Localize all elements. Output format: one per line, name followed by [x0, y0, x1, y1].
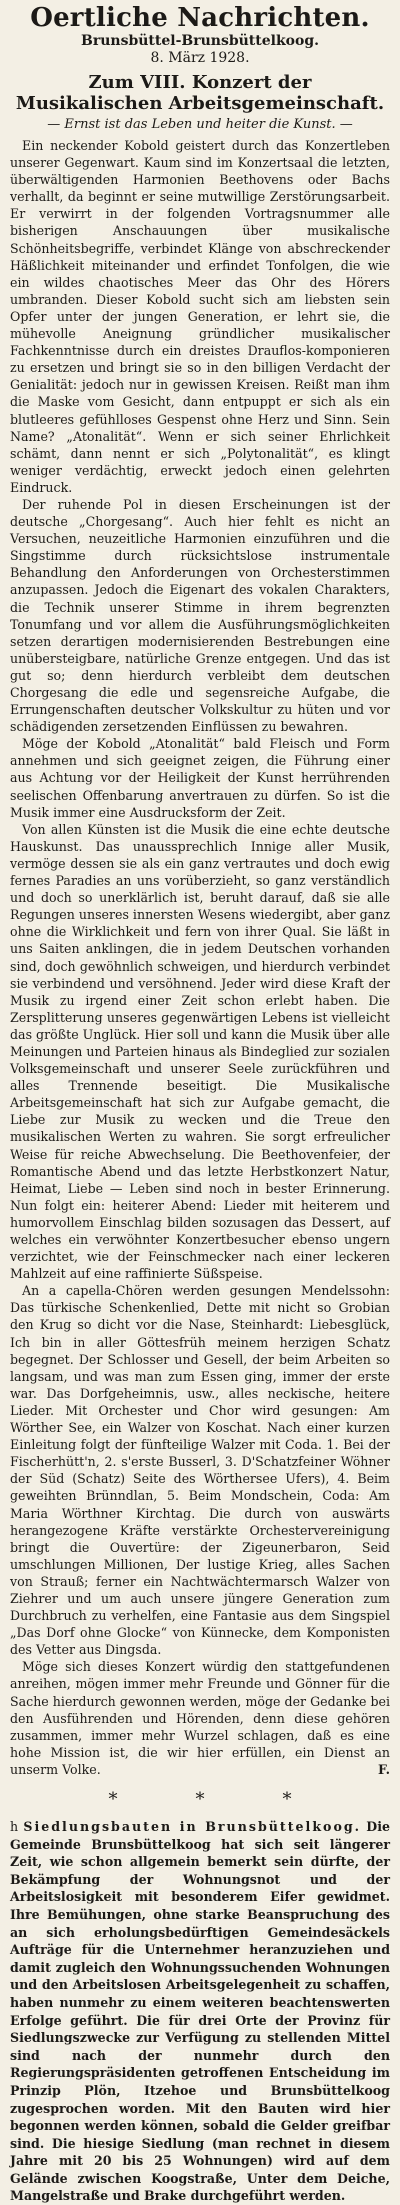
article-paragraph: Von allen Künsten ist die Musik die eine echte deutsche Hauskunst. Das unaussprechlich Innige aller Musik, vermöge dessen sie als ein ganz vertrautes und doch ewig fernes Paradies an uns vorüberzieht, so ganz verständlich und doch so unerklärlich ist, beruht darauf, daß sie alle Regungen unseres innersten Wesens wiedergibt, aber ganz ohne die Wirklichkeit und fern von ihrer Qual. Sie läßt in uns Saiten anklingen, die in jedem Deutschen vorhanden sind, doch gewöhnlich schweigen, und hierdurch verbindet sie verbindend und versöhnend. Jeder wird diese Kraft der Musik zu irgend einer Zeit schon erlebt haben. Die Zersplitterung unseres gegenwärtigen Lebens ist vielleicht das größte Unglück. Hier soll und kann die Musik über alle Meinungen und Parteien hinaus als Bindeglied zur sozialen Volksgemeinschaft und unserer Seele zurückführen und alles Trennende beseitigt. Die Musikalische Arbeitsgemeinschaft hat sich zur Aufgabe gemacht, die Liebe zur Musik zu wecken und die Treue den musikalischen Werten zu wahren. Sie sorgt erfreulicher Weise für reiche Abwechselung. Die Beethovenfeier, der Romantische Abend und das letzte Herbstkonzert Natur, Heimat, Liebe — Leben sind noch in bester Erinnerung. Nun folgt ein: heiterer Abend: Lieder mit heiterem und humorvollem Einschlag bilden sozusagen das Dessert, auf welches ein verwöhnter Konzertbesucher ebenso ungern verzichtet, wie der Feinschmecker nach einer leckeren Mahlzeit auf eine raffinierte Süßspeise. [10, 821, 390, 1282]
article-body [10, 137, 390, 1778]
article-kicker: — Ernst ist das Leben und heiter die Kunst. — [47, 117, 353, 132]
article-paragraph: Möge sich dieses Konzert würdig den stattgefundenen anreihen, mögen immer mehr Freunde und Gönner für die Sache hierdurch gewonnen werden, möge der Gedanke bei den Ausführenden und Hörenden, denn diese gehören zusammen, immer mehr Wurzel schlagen, daß es eine hohe Mission ist, die wir hier erfüllen, ein Dienst an unserm Volke. [10, 1659, 390, 1777]
separator-star: * [108, 1789, 118, 1810]
separator-star: * [195, 1789, 205, 1810]
article-spaced-heading: Siedlungsbauten in Brunsbüttelkoog. [23, 1819, 362, 1834]
article-settlement [10, 1818, 390, 2205]
article-paragraph: Ein neckender Kobold geistert durch das Konzertleben unserer Gegenwart. Kaum sind im Konzertsaal die letzten, überwältigenden Harmonien Beethovens oder Bachs verhallt, da beginnt er seine mutwillige Zerstörungsarbeit. Er verwirrt in der folgenden Vortragsnummer alle bisherigen Anschauungen über musikalische Schönheitsbegriffe, verbindet Klänge von abschreckender Häßlichkeit miteinander und erfindet Tonfolgen, die wie ein wildes chaotisches Meer das Ohr des Hörers umbranden. Dieser Kobold sucht sich am liebsten sein Opfer unter der jungen Generation, er lehrt sie, die mühevolle Aneignung gründlicher musikalischer Fachkenntnisse durch ein dreistes Drauflos-komponieren zu ersetzen und bringt sie so in den billigen Verdacht der Genialität: jedoch nur in gewissen Kreisen. Reißt man ihm die Maske vom Gesicht, dann entpuppt er sich als ein blutleeres gefühlloses Gespenst ohne Herz und Sinn. Sein Name? „Atonalität“. Wenn er sich seiner Ehrlichkeit schämt, dann nennt er sich „Polytonalität“, es klingt weniger verdächtig, erweckt jedoch einen gelehrten Eindruck. [10, 138, 390, 495]
article-settlement-paragraph [10, 1818, 390, 2205]
section-masthead: Oertliche Nachrichten. [30, 3, 370, 33]
section-separator [10, 1788, 390, 1812]
article-paragraph: Möge der Kobold „Atonalität“ bald Fleisch und Form annehmen und sich geeignet zeigen, die Führung einer aus Achtung vor der Heiligkeit der Kunst herrührenden seelischen Offenbarung anvertrauen zu dürfen. So ist die Musik immer eine Ausdrucksform der Zeit. [10, 736, 390, 820]
article-paragraph: An a capella-Chören werden gesungen Mendelssohn: Das türkische Schenkenlied, Dette mit nicht so Grobian den Krug so dicht vor die Nase, Steinhardt: Liebesglück, Ich bin in aller Göttesfrüh meinem herzigen Schatz begegnet. Der Schlosser und Gesell, der beim Arbeiten so langsam, und was man zum Essen ging, immer der erste war. Das Dorfgeheimnis, usw., alles neckische, heitere Lieder. Mit Orchester und Chor wird gesungen: Am Wörther See, ein Walzer von Koschat. Nach einer kurzen Einleitung folgt der fünfteilige Walzer mit Coda. 1. Bei der Fischerhütt'n, 2. s'erste Busserl, 3. D'Schatzfeiner Wöhner der Süd (Schatz) Seite des Wörthersee Ufers), 4. Beim geweihten Brünndlan, 5. Beim Mondschein, Coda: Am Maria Wörthner Kirchtag. Die durch von auswärts herangezogene Kräfte verstärkte Orchestervereinigung bringt die Ouvertüre: der Zigeunerbaron, Seid umschlungen Millionen, Der lustige Krieg, alles Sachen von Strauß; ferner ein Nachtwächtermarsch Walzer von Ziehrer und um auch unsere jüngere Generation zum Durchbruch zu verhelfen, eine Fantasie aus dem Singspiel „Das Dorf ohne Glocke“ von Künnecke, dem Komponisten des Vetter aus Dingsda. [10, 1283, 390, 1658]
article-headline-line2: Musikalischen Arbeitsgemeinschaft. [15, 93, 385, 114]
article-settlement-text: Die Gemeinde Brunsbüttelkoog hat sich seit längerer Zeit, wie schon allgemein bemerkt sein dürfte, der Bekämpfung der Wohnungsnot und der Arbeitslosigkeit mit besonderem Eifer gewidmet. Ihre Bemühungen, ohne starke Beanspruchung des an sich erholungsbedürftigen Gemeindesäckels Aufträge für die Unternehmer heranzuziehen und damit zugleich den Wohnungssuchenden Wohnungen und den Arbeitslosen Arbeitsgelegenheit zu schaffen, haben nunmehr zu einem weiteren beachtenswerten Erfolge geführt. Die für drei Orte der Provinz für Siedlungszwecke zur Verfügung zu stellenden Mittel sind nach der nunmehr durch den Regierungspräsidenten getroffenen Entscheidung im Prinzip Plön, Itzehoe und Brunsbüttelkoog zugesprochen worden. Mit den Bauten wird hier begonnen werden können, sobald die Gelder greifbar sind. Die hiesige Siedlung (man rechnet in diesem Jahre mit 20 bis 25 Wohnungen) wird auf dem Gelände zwischen Koogstraße, Unter dem Deiche, Mangelstraße und Brake durchgeführt werden. [10, 1819, 390, 2204]
article-concert [10, 72, 390, 1778]
article-headline-line1: Zum VIII. Konzert der [88, 72, 312, 93]
separator-star: * [282, 1789, 292, 1810]
dateline-location: Brunsbüttel-Brunsbüttelkoog. [81, 33, 319, 49]
article-signature: F. [377, 1762, 390, 1777]
article-paragraph: Der ruhende Pol in diesen Erscheinungen ist der deutsche „Chorgesang“. Auch hier fehlt es nicht an Versuchen, neuzeitliche Harmonien einzuführen und die Singstimme durch rücksichtslose instrumentale Behandlung den Anforderungen von Orchesterstimmen anzupassen. Jedoch die Eigenart des vokalen Charakters, die Technik unserer Stimme in ihrem begrenzten Tonumfang und vor allem die Ausführungsmöglichkeiten setzen derartigen modernisierenden Bestrebungen eine unübersteigbare, natürliche Grenze entgegen. Und das ist gut so; denn hierdurch verbleibt dem deutschen Chorgesang die edle und segensreiche Aufgabe, die Errungenschaften deutscher Volkskultur zu hüten und vor schädigenden zersetzenden Einflüssen zu bewahren. [10, 496, 390, 735]
dateline-date: 8. März 1928. [150, 50, 250, 66]
article-initial: h [10, 1819, 19, 1834]
